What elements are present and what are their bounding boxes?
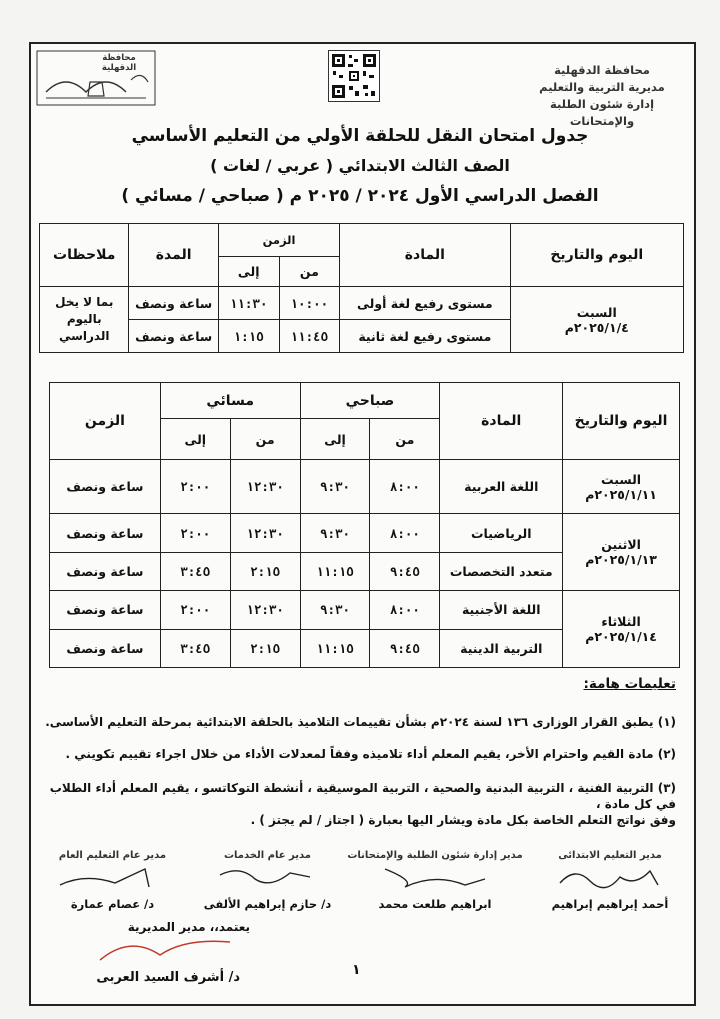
signature-name: أحمد إبراهيم إبراهيم bbox=[551, 897, 669, 911]
header-duration: المدة bbox=[129, 224, 218, 287]
instruction-item: وفق نواتج التعلم الخاصة بكل مادة ويشار اليها بعبارة ( اجتاز / لم يجتز ) . bbox=[250, 813, 676, 827]
evening-from-cell: ٢:١٥ bbox=[230, 552, 300, 590]
header-from: من bbox=[279, 257, 340, 287]
date-label: ٢٠٢٥/١/١٤م bbox=[585, 629, 657, 645]
day-label: السبت bbox=[576, 304, 617, 320]
instructions-title: تعليمات هامة: bbox=[583, 676, 676, 692]
subject-cell: الرياضيات bbox=[440, 514, 563, 552]
duration-cell: ساعة ونصف bbox=[50, 629, 161, 667]
page-number: ١ bbox=[352, 962, 361, 978]
time-from-cell: ١٠:٠٠ bbox=[279, 287, 340, 320]
duration-cell: ساعة ونصف bbox=[129, 287, 218, 320]
evening-to-cell: ٣:٤٥ bbox=[160, 552, 230, 590]
evening-to-cell: ٢:٠٠ bbox=[160, 591, 230, 629]
time-from-cell: ١١:٤٥ bbox=[279, 320, 340, 353]
header-org-line: إدارة شئون الطلبة والإمتحانات bbox=[549, 97, 655, 128]
morning-from-cell: ٩:٤٥ bbox=[370, 629, 440, 667]
morning-to-cell: ١١:١٥ bbox=[300, 629, 370, 667]
header-from: من bbox=[370, 419, 440, 459]
header-org-line: محافظة الدقهلية bbox=[554, 63, 650, 77]
exam-table-2 bbox=[49, 382, 680, 668]
signature-name: ابراهيم طلعت محمد bbox=[378, 897, 492, 911]
header-to: إلى bbox=[160, 419, 230, 459]
header-time: الزمن bbox=[218, 224, 339, 257]
notes-cell: بما لا يخل باليوم الدراسي bbox=[40, 287, 129, 353]
instruction-item: (٢) مادة القيم واحترام الأخر، يقيم المعلم أداء تلاميذه وفقاً لمعدلات الأداء من خلال اجراء تقييم تكويني . bbox=[65, 747, 676, 761]
day-date-cell bbox=[563, 514, 680, 591]
duration-cell: ساعة ونصف bbox=[129, 320, 218, 353]
evening-to-cell: ٣:٤٥ bbox=[160, 629, 230, 667]
duration-cell: ساعة ونصف bbox=[50, 514, 161, 552]
evening-to-cell: ٢:٠٠ bbox=[160, 514, 230, 552]
title-line-1: جدول امتحان النقل للحلقة الأولي من التعليم الأساسي bbox=[131, 126, 589, 146]
subject-cell: التربية الدينية bbox=[440, 629, 563, 667]
morning-to-cell: ٩:٣٠ bbox=[300, 591, 370, 629]
approval-name: د/ أشرف السيد العربى bbox=[96, 970, 240, 985]
morning-from-cell: ٨:٠٠ bbox=[370, 591, 440, 629]
date-label: ٢٠٢٥/١/١٣م bbox=[585, 552, 657, 568]
day-date-cell bbox=[563, 459, 680, 514]
evening-from-cell: ١٢:٣٠ bbox=[230, 459, 300, 514]
signature-block bbox=[200, 850, 335, 911]
header-to: إلى bbox=[218, 257, 279, 287]
signature-name: د/ حازم إبراهيم الألفى bbox=[203, 897, 332, 911]
duration-cell: ساعة ونصف bbox=[50, 552, 161, 590]
signature-block bbox=[540, 850, 680, 911]
morning-to-cell: ١١:١٥ bbox=[300, 552, 370, 590]
duration-cell: ساعة ونصف bbox=[50, 591, 161, 629]
signature-title: مدير إدارة شئون الطلبة والإمتحانات bbox=[347, 850, 523, 861]
table-row bbox=[40, 287, 684, 320]
table-row bbox=[50, 459, 680, 514]
signature-block bbox=[345, 850, 525, 911]
time-to-cell: ١١:٣٠ bbox=[218, 287, 279, 320]
date-label: ٢٠٢٥/١/٤م bbox=[564, 319, 629, 335]
title-line-2: الصف الثالث الابتدائي ( عربي / لغات ) bbox=[210, 156, 510, 175]
header-duration: الزمن bbox=[50, 383, 161, 460]
day-label: الاثنين bbox=[601, 537, 641, 553]
evening-from-cell: ١٢:٣٠ bbox=[230, 591, 300, 629]
morning-to-cell: ٩:٣٠ bbox=[300, 459, 370, 514]
table-row bbox=[50, 591, 680, 629]
day-date-cell bbox=[563, 591, 680, 668]
signature-scrawl bbox=[540, 861, 680, 893]
header-day-date: اليوم والتاريخ bbox=[563, 383, 680, 460]
evening-from-cell: ١٢:٣٠ bbox=[230, 514, 300, 552]
logo-text: محافظة الدقهلية bbox=[101, 53, 137, 73]
subject-cell: اللغة الأجنبية bbox=[440, 591, 563, 629]
header-subject: المادة bbox=[340, 224, 510, 287]
subject-cell: مستوى رفيع لغة أولى bbox=[340, 287, 510, 320]
header-org-line: مديرية التربية والتعليم bbox=[539, 80, 665, 94]
instruction-item: (٣) التربية الفنية ، التربية البدنية والصحية ، التربية الموسيقية ، أنشطة التوكاتسو ، يقيم المعلم أداء الطلاب في كل مادة ، bbox=[49, 781, 676, 811]
header-morning: صباحي bbox=[300, 383, 440, 419]
duration-cell: ساعة ونصف bbox=[50, 459, 161, 514]
subject-cell: اللغة العربية bbox=[440, 459, 563, 514]
signature-title: مدير عام التعليم العام bbox=[58, 850, 167, 861]
subject-cell: متعدد التخصصات bbox=[440, 552, 563, 590]
time-to-cell: ١:١٥ bbox=[218, 320, 279, 353]
header-from: من bbox=[230, 419, 300, 459]
morning-to-cell: ٩:٣٠ bbox=[300, 514, 370, 552]
signature-name: د/ عصام عمارة bbox=[70, 897, 155, 911]
header-org-block bbox=[522, 62, 682, 130]
header-subject: المادة bbox=[440, 383, 563, 460]
qr-code-icon bbox=[328, 50, 380, 102]
approval-signature-scrawl bbox=[90, 930, 240, 970]
header-to: إلى bbox=[300, 419, 370, 459]
header-notes: ملاحظات bbox=[40, 224, 129, 287]
table-row bbox=[50, 514, 680, 552]
day-label: الثلاثاء bbox=[601, 614, 641, 630]
signature-title: مدير عام الخدمات bbox=[224, 850, 311, 861]
signature-title: مدير التعليم الابتدائى bbox=[558, 850, 662, 861]
signature-scrawl bbox=[200, 861, 335, 893]
morning-from-cell: ٩:٤٥ bbox=[370, 552, 440, 590]
day-label: السبت bbox=[601, 471, 642, 487]
evening-from-cell: ٢:١٥ bbox=[230, 629, 300, 667]
title-line-3: الفصل الدراسي الأول ٢٠٢٤ / ٢٠٢٥ م ( صباحي / مسائي ) bbox=[121, 186, 599, 206]
header-day-date: اليوم والتاريخ bbox=[510, 224, 684, 287]
ministry-logo bbox=[36, 50, 156, 106]
header-evening: مسائي bbox=[160, 383, 300, 419]
approval-label: يعتمد،، مدير المديرية bbox=[127, 920, 250, 934]
day-date-cell bbox=[510, 287, 684, 353]
date-label: ٢٠٢٥/١/١١م bbox=[585, 486, 657, 502]
morning-from-cell: ٨:٠٠ bbox=[370, 514, 440, 552]
signature-scrawl bbox=[45, 861, 180, 893]
evening-to-cell: ٢:٠٠ bbox=[160, 459, 230, 514]
morning-from-cell: ٨:٠٠ bbox=[370, 459, 440, 514]
signature-block bbox=[45, 850, 180, 911]
subject-cell: مستوى رفيع لغة ثانية bbox=[340, 320, 510, 353]
instruction-item: (١) يطبق القرار الوزارى ١٣٦ لسنة ٢٠٢٤م بشأن تقييمات التلاميذ بالحلقة الابتدائية بمرحلة التعليم الأساسى. bbox=[45, 715, 676, 729]
signature-scrawl bbox=[345, 861, 525, 893]
exam-table-1 bbox=[39, 223, 684, 353]
